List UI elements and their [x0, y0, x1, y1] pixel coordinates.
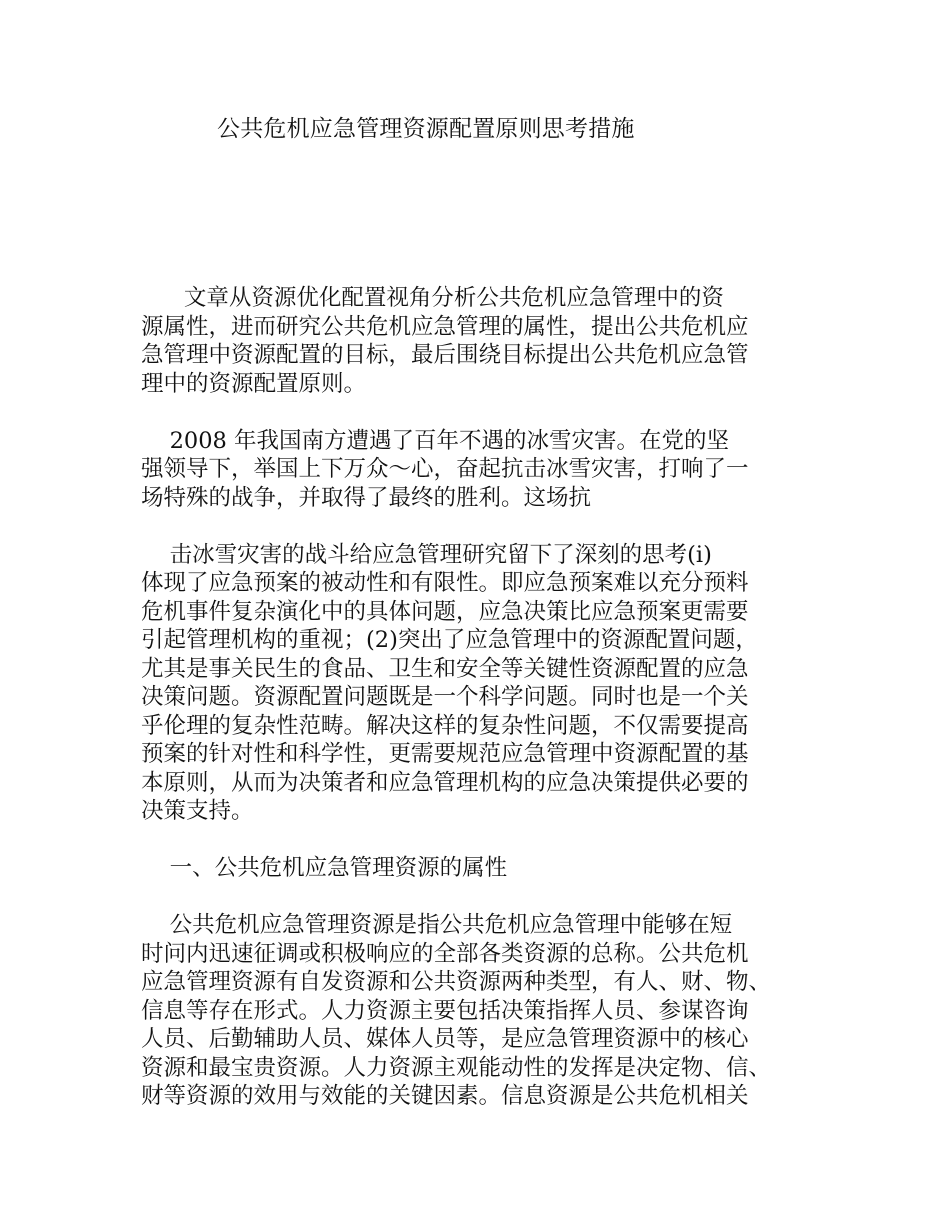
text-line: 人员、后勤辅助人员、媒体人员等，是应急管理资源中的核心	[141, 1026, 749, 1052]
text-line: 击冰雪灾害的战斗给应急管理研究留下了深刻的思考(i)	[141, 541, 712, 568]
paragraph-gap	[141, 398, 821, 427]
paragraph	[141, 541, 821, 826]
text-line: 强领导下，举国上下万众～心，奋起抗击冰雪灾害，打响了一	[141, 456, 749, 482]
text-line: 急管理中资源配置的目标，最后围绕目标提出公共危机应急管	[141, 342, 749, 368]
text-line: 体现了应急预案的被动性和有限性。即应急预案难以充分预料	[141, 570, 749, 596]
text-line: 时问内迅速征调或积极响应的全部各类资源的总称。公共危机	[141, 940, 749, 967]
text-line: 财等资源的效用与效能的关键因素。信息资源是公共危机相关	[141, 1083, 749, 1109]
text-line: 公共危机应急管理资源是指公共危机应急管理中能够在短	[141, 912, 733, 938]
document-title: 公共危机应急管理资源配置原则思考措施	[217, 116, 635, 142]
text-line: 源属性，进而研究公共危机应急管理的属性，提出公共危机应	[141, 313, 749, 340]
text-line: 引起管理机构的重视；(2)突出了应急管理中的资源配置问题，	[141, 627, 758, 653]
paragraph-gap	[141, 826, 821, 855]
text-line: 本原则，从而为决策者和应急管理机构的应急决策提供必要的	[141, 769, 749, 796]
text-line: 尤其是事关民生的食品、卫生和安全等关键性资源配置的应急	[141, 655, 749, 682]
paragraph-gap	[141, 883, 821, 912]
paragraph	[141, 284, 821, 398]
text-line: 危机事件复杂演化中的具体问题，应急决策比应急预案更需要	[141, 598, 749, 625]
document-body	[141, 284, 821, 1111]
paragraph-gap	[141, 512, 821, 541]
text-line: 文章从资源优化配置视角分析公共危机应急管理中的资	[141, 285, 724, 311]
text-line: 2008 年我国南方遭遇了百年不遇的冰雪灾害。在党的坚	[141, 427, 730, 454]
text-line: 决策问题。资源配置问题既是一个科学问题。同时也是一个关	[141, 684, 749, 710]
section-heading	[141, 854, 821, 883]
text-line: 信息等存在形式。人力资源主要包括决策指挥人员、参谋咨询	[141, 997, 749, 1024]
text-line: 理中的资源配置原则。	[141, 370, 367, 397]
paragraph	[141, 911, 821, 1111]
paragraph	[141, 427, 821, 513]
text-line: 场特殊的战争，并取得了最终的胜利。这场抗	[141, 484, 592, 511]
text-line: 资源和最宝贵资源。人力资源主观能动性的发挥是决定物、信、	[141, 1054, 772, 1081]
text-line: 应急管理资源有自发资源和公共资源两种类型，有人、财、物、	[141, 969, 772, 995]
text-line: 决策支持。	[141, 798, 254, 824]
text-line: 一、公共危机应急管理资源的属性	[141, 855, 508, 881]
text-line: 乎伦理的复杂性范畴。解决这样的复杂性问题，不仅需要提高	[141, 712, 749, 739]
text-line: 预案的针对性和科学性，更需要规范应急管理中资源配置的基	[141, 741, 749, 767]
